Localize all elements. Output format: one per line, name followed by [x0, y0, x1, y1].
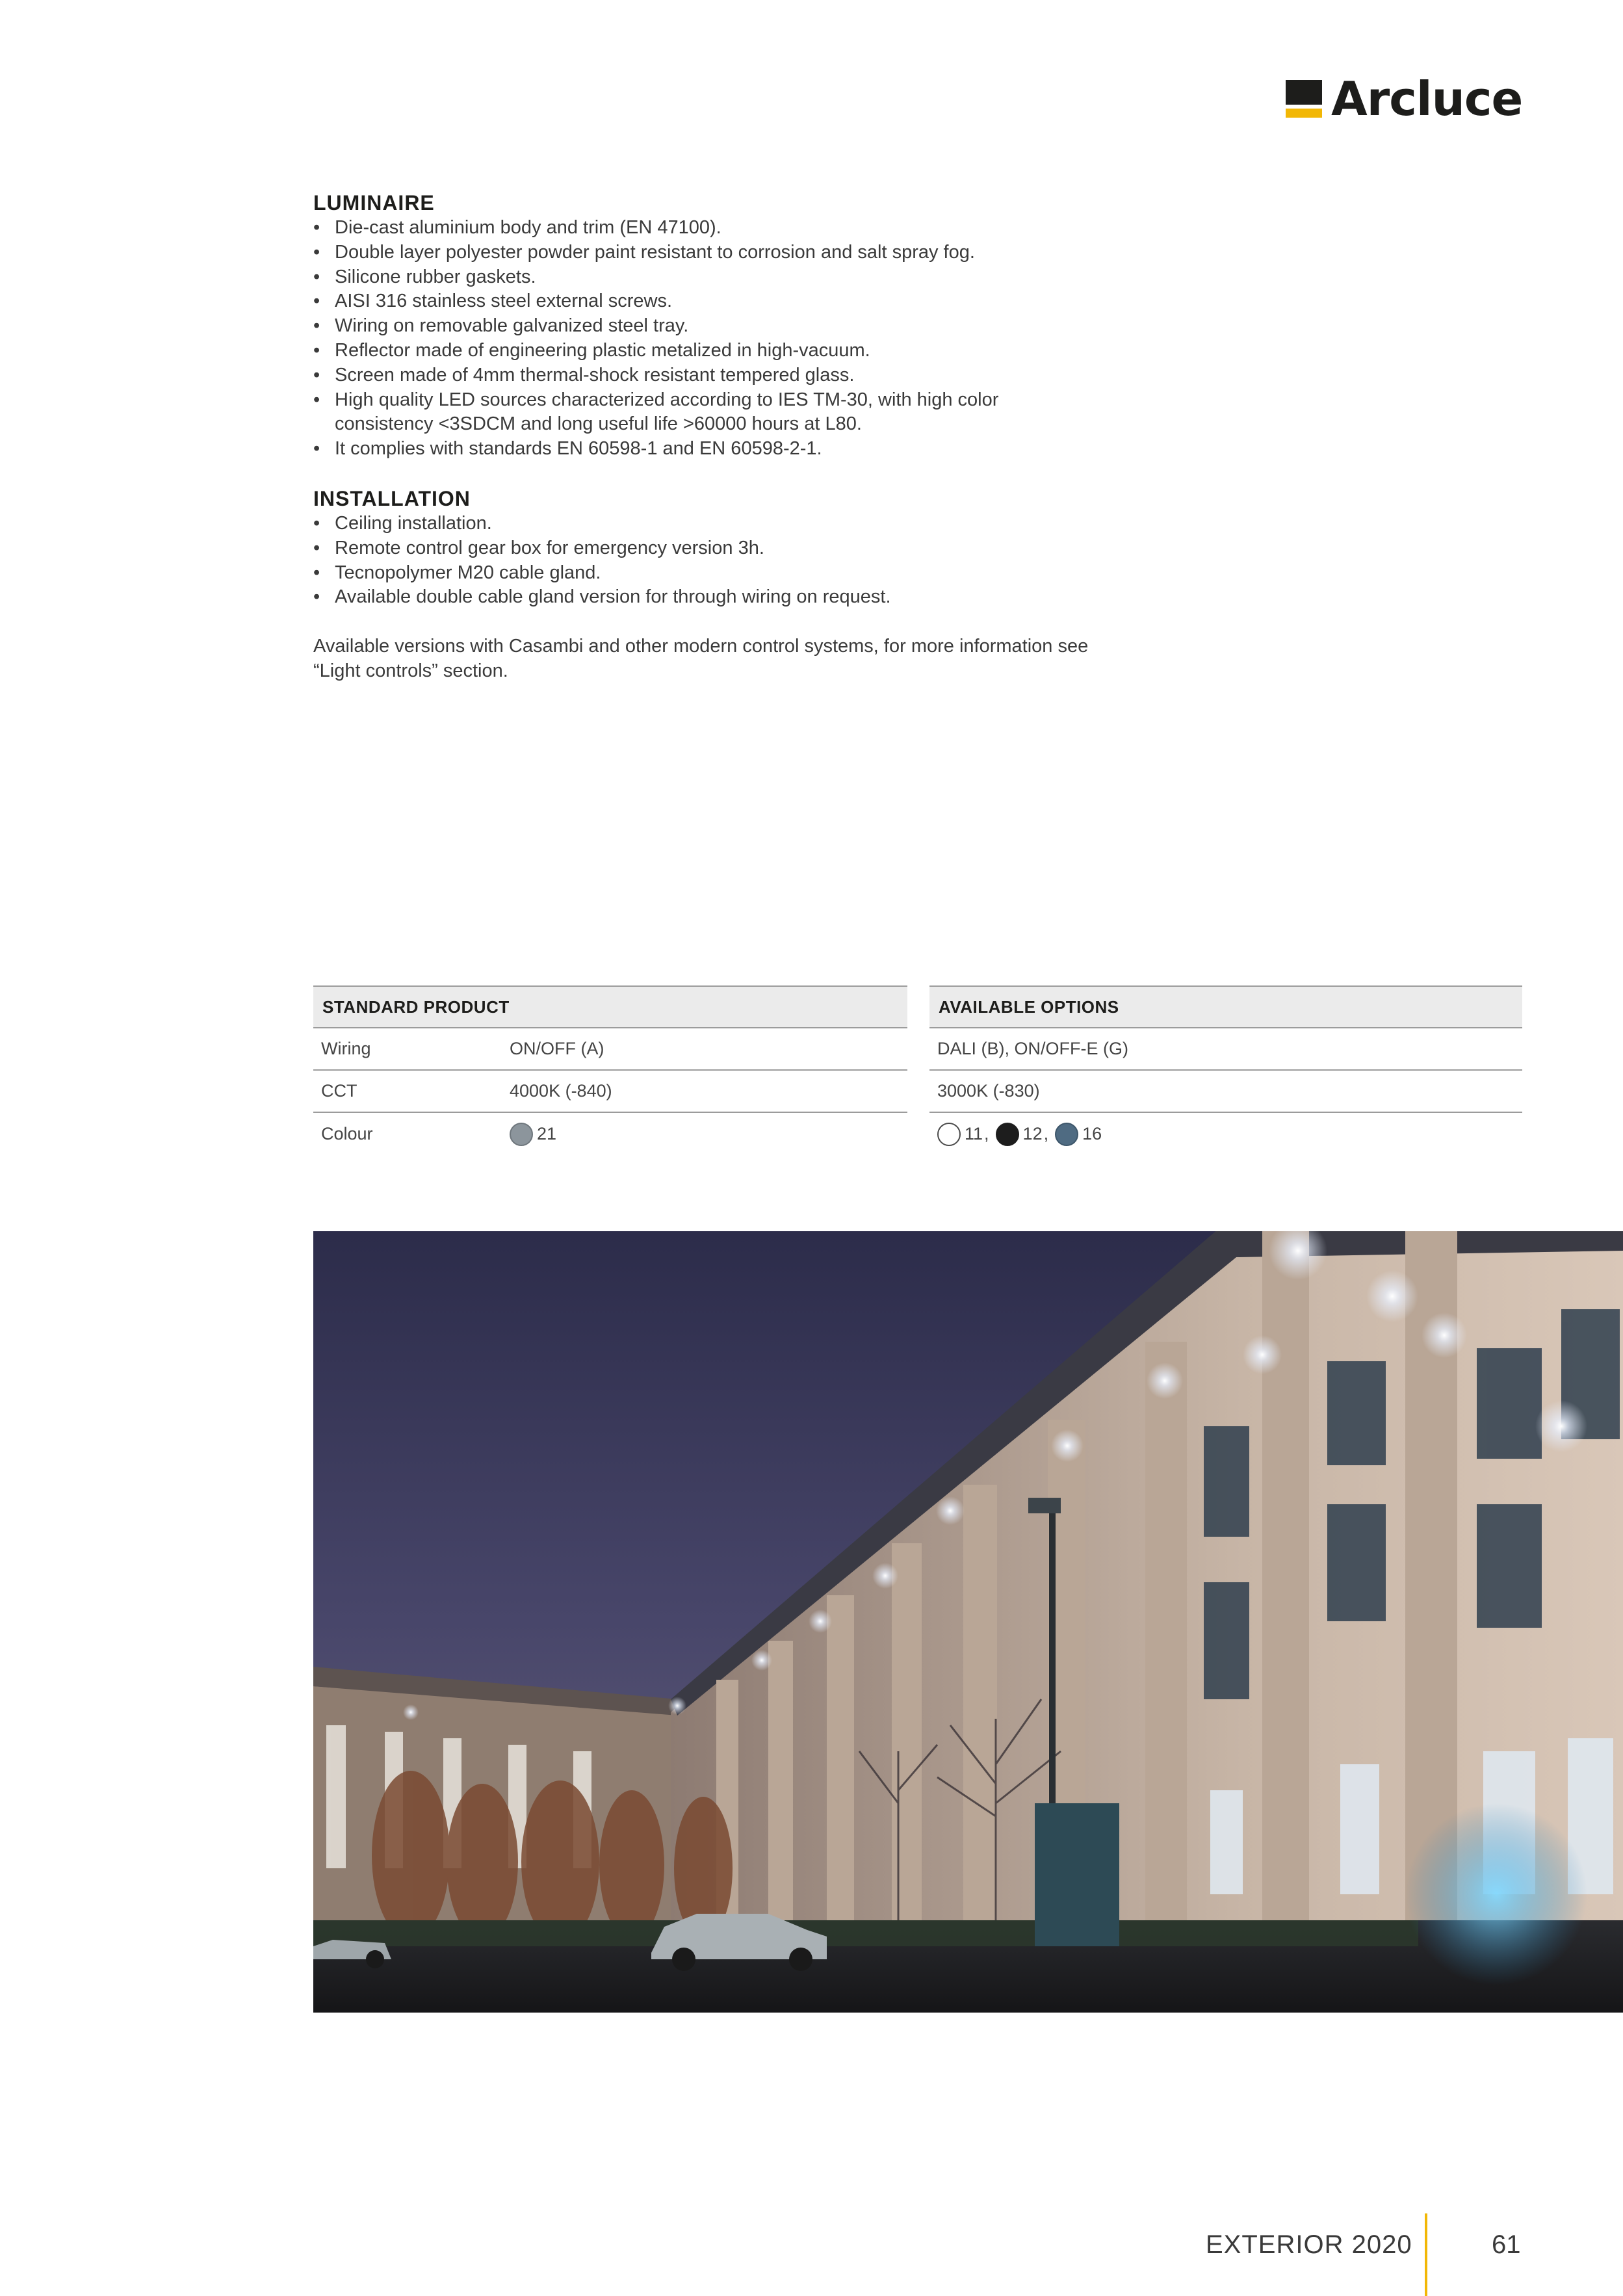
colour-code: 21: [537, 1124, 557, 1143]
row-value: 3000K (-830): [937, 1081, 1040, 1101]
available-options-table: [929, 985, 1522, 1155]
table-row: [929, 1113, 1522, 1155]
list-item: • High quality LED sources characterized according to IES TM-30, with high color consistency <3SDCM and long useful life >60000 hours at L80.: [313, 388, 1054, 437]
row-label: CCT: [321, 1081, 357, 1101]
list-item: • Double layer polyester powder paint resistant to corrosion and salt spray fog.: [313, 241, 1158, 265]
installation-photo: [313, 1231, 1623, 2013]
available-options-header: AVAILABLE OPTIONS: [929, 985, 1522, 1028]
spec-text: [313, 190, 1158, 684]
row-value: ON/OFF (A): [510, 1039, 604, 1058]
table-row: [313, 1113, 907, 1155]
list-item: • Ceiling installation.: [313, 512, 1158, 536]
row-label: Wiring: [321, 1039, 371, 1058]
installation-list: [313, 512, 1158, 610]
list-item: • Reflector made of engineering plastic metalized in high-vacuum.: [313, 339, 1158, 363]
standard-product-table: [313, 985, 907, 1155]
brand-logo: [1286, 72, 1523, 126]
list-item: • Silicone rubber gaskets.: [313, 265, 1158, 290]
luminaire-list: [313, 216, 1158, 462]
row-value: [929, 1123, 1102, 1146]
list-item: • Wiring on removable galvanized steel tray.: [313, 314, 1158, 339]
colour-code: 11: [965, 1124, 983, 1143]
list-item: • It complies with standards EN 60598-1 and EN 60598-2-1.: [313, 437, 1158, 462]
table-row: [929, 1028, 1522, 1071]
separator: ,: [984, 1124, 989, 1143]
standard-product-header: STANDARD PRODUCT: [313, 985, 907, 1028]
colour-swatch-gray-icon: [510, 1123, 533, 1146]
row-value: [510, 1123, 556, 1146]
table-row: [313, 1028, 907, 1071]
colour-swatch-black-icon: [996, 1123, 1019, 1146]
list-item: • Die-cast aluminium body and trim (EN 47100).: [313, 216, 1158, 241]
list-item: • Remote control gear box for emergency version 3h.: [313, 536, 1158, 561]
colour-code: 12: [1022, 1124, 1043, 1143]
separator: ,: [1043, 1124, 1049, 1143]
controls-note: Available versions with Casambi and other modern control systems, for more information see “Light controls” section.: [313, 636, 1089, 681]
installation-heading: INSTALLATION: [313, 486, 471, 510]
list-item: • Available double cable gland version for through wiring on request.: [313, 585, 1158, 610]
list-item: • Screen made of 4mm thermal-shock resistant tempered glass.: [313, 363, 1158, 388]
row-value: 4000K (-840): [510, 1081, 612, 1101]
luminaire-heading: LUMINAIRE: [313, 191, 435, 215]
logo-mark-icon: [1286, 80, 1322, 118]
list-item: • AISI 316 stainless steel external screws.: [313, 289, 1158, 314]
footer-divider: [1425, 2213, 1427, 2296]
page-number: 61: [1492, 2230, 1521, 2259]
colour-swatch-slate-icon: [1055, 1123, 1078, 1146]
row-label: Colour: [321, 1124, 373, 1143]
table-row: [929, 1071, 1522, 1113]
list-item: • Tecnopolymer M20 cable gland.: [313, 561, 1158, 586]
row-value: DALI (B), ON/OFF-E (G): [937, 1039, 1128, 1058]
colour-code: 16: [1082, 1124, 1102, 1143]
table-row: [313, 1071, 907, 1113]
logo-wordmark: Arcluce: [1331, 72, 1523, 126]
footer-section-label: EXTERIOR 2020: [1206, 2230, 1412, 2259]
colour-swatch-white-icon: [937, 1123, 961, 1146]
